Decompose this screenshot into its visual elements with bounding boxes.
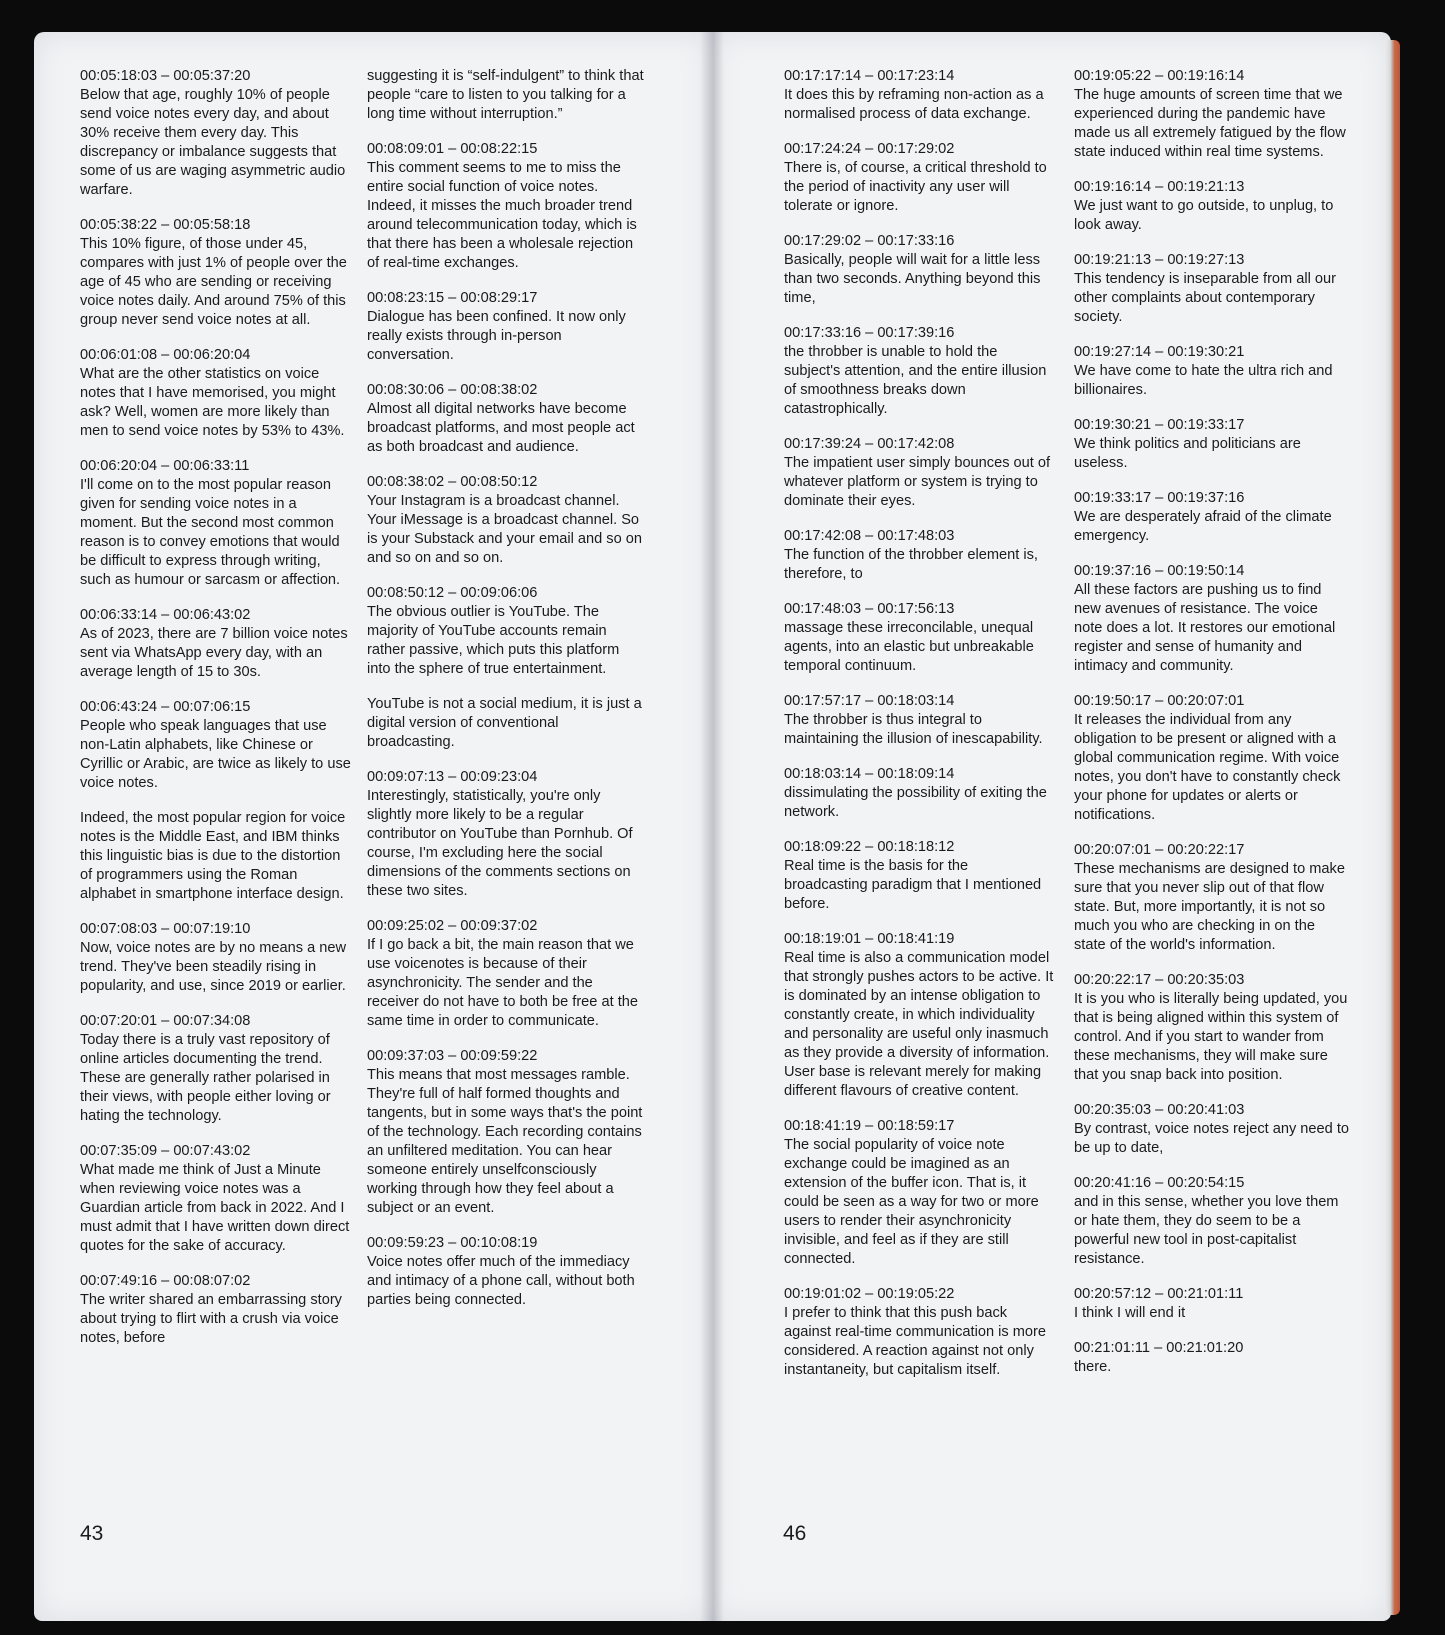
transcript-text: YouTube is not a social medium, it is just a digital version of conventional broadcasting. bbox=[367, 696, 642, 750]
timecode: 00:19:37:16 – 00:19:50:14 bbox=[1074, 563, 1245, 579]
transcript-text: People who speak languages that use non-Latin alphabets, like Chinese or Cyrillic or Arabic, are twice as likely to use voice notes. bbox=[80, 718, 351, 791]
transcript-entry bbox=[367, 381, 645, 457]
transcript-entry bbox=[784, 67, 1054, 124]
transcript-text: The throbber is thus integral to maintaining the illusion of inescapability. bbox=[784, 712, 1043, 747]
page-number-left: 43 bbox=[80, 1522, 104, 1545]
transcript-entry bbox=[784, 140, 1054, 216]
timecode: 00:20:35:03 – 00:20:41:03 bbox=[1074, 1102, 1245, 1118]
transcript-entry bbox=[1074, 971, 1350, 1085]
transcript-entry bbox=[1074, 251, 1350, 327]
transcript-entry bbox=[367, 473, 645, 568]
transcript-text: We have come to hate the ultra rich and billionaires. bbox=[1074, 363, 1333, 398]
transcript-text: I'll come on to the most popular reason given for sending voice notes in a moment. But the second most common reason is to convey emotions that would be difficult to express through writing, such as humour or sarcasm or affection. bbox=[80, 477, 341, 588]
transcript-text: suggesting it is “self-indulgent” to think that people “care to listen to you talking for a long time without interruption.” bbox=[367, 68, 644, 122]
timecode: 00:17:29:02 – 00:17:33:16 bbox=[784, 233, 955, 249]
transcript-text: The social popularity of voice note exchange could be imagined as an extension of the buffer icon. That is, it could be seen as a way for two or more users to render their asynchronicity invisible, and feel as if they are still connected. bbox=[784, 1137, 1039, 1267]
timecode: 00:18:41:19 – 00:18:59:17 bbox=[784, 1118, 955, 1134]
transcript-text: This means that most messages ramble. They're full of half formed thoughts and tangents, but in some ways that's the point of the technology. Each recording contains an unfiltered meditation. You can hear someone entirely unselfconsciously working through how they feel about a subject or an event. bbox=[367, 1067, 643, 1216]
transcript-entry bbox=[367, 67, 645, 124]
timecode: 00:18:03:14 – 00:18:09:14 bbox=[784, 766, 955, 782]
timecode: 00:09:59:23 – 00:10:08:19 bbox=[367, 1235, 538, 1251]
transcript-text: Today there is a truly vast repository of online articles documenting the trend. These are generally rather polarised in their views, with people either loving or hating the technology. bbox=[80, 1032, 331, 1124]
transcript-text: The writer shared an embarrassing story about trying to flirt with a crush via voice notes, before bbox=[80, 1292, 342, 1346]
timecode: 00:19:01:02 – 00:19:05:22 bbox=[784, 1286, 955, 1302]
transcript-entry bbox=[367, 695, 645, 752]
transcript-entry bbox=[80, 67, 352, 200]
transcript-text: Real time is also a communication model that strongly pushes actors to be active. It is dominated by an intense obligation to constantly create, in which individuality and personality are useful only inasmuch as they provide a diversity of information. User base is relevant merely for making different flavours of creative content. bbox=[784, 950, 1054, 1099]
timecode: 00:19:21:13 – 00:19:27:13 bbox=[1074, 252, 1245, 268]
timecode: 00:17:57:17 – 00:18:03:14 bbox=[784, 693, 955, 709]
transcript-text: Below that age, roughly 10% of people send voice notes every day, and about 30% receive them every day. This discrepancy or imbalance suggests that some of us are waging asymmetric audio warfare. bbox=[80, 87, 346, 198]
transcript-column-2 bbox=[367, 67, 645, 1326]
page-number-right: 46 bbox=[783, 1522, 807, 1545]
timecode: 00:08:30:06 – 00:08:38:02 bbox=[367, 382, 538, 398]
transcript-entry bbox=[784, 435, 1054, 511]
transcript-text: dissimulating the possibility of exiting the network. bbox=[784, 785, 1047, 820]
transcript-text: By contrast, voice notes reject any need to be up to date, bbox=[1074, 1121, 1350, 1156]
timecode: 00:09:25:02 – 00:09:37:02 bbox=[367, 918, 538, 934]
timecode: 00:20:22:17 – 00:20:35:03 bbox=[1074, 972, 1245, 988]
transcript-column-3 bbox=[784, 67, 1054, 1396]
transcript-text: It is you who is literally being updated, you that is being aligned within this system of control. And if you start to wander from these mechanisms, they will make sure that you snap back into position. bbox=[1074, 991, 1348, 1083]
timecode: 00:08:50:12 – 00:09:06:06 bbox=[367, 585, 538, 601]
timecode: 00:17:17:14 – 00:17:23:14 bbox=[784, 68, 955, 84]
transcript-entry bbox=[784, 324, 1054, 419]
transcript-text: The obvious outlier is YouTube. The majority of YouTube accounts remain rather passive, which puts this platform into the sphere of true entertainment. bbox=[367, 604, 620, 677]
transcript-entry bbox=[1074, 1339, 1350, 1377]
transcript-entry bbox=[1074, 67, 1350, 162]
transcript-entry bbox=[367, 917, 645, 1031]
transcript-entry bbox=[1074, 1285, 1350, 1323]
transcript-entry bbox=[784, 527, 1054, 584]
timecode: 00:09:37:03 – 00:09:59:22 bbox=[367, 1048, 538, 1064]
timecode: 00:07:35:09 – 00:07:43:02 bbox=[80, 1143, 251, 1159]
transcript-text: This 10% figure, of those under 45, compares with just 1% of people over the age of 45 who are sending or receiving voice notes daily. And around 75% of this group never send voice notes at all. bbox=[80, 236, 347, 328]
transcript-entry bbox=[80, 809, 352, 904]
timecode: 00:08:38:02 – 00:08:50:12 bbox=[367, 474, 538, 490]
transcript-entry bbox=[367, 289, 645, 365]
transcript-text: We just want to go outside, to unplug, to look away. bbox=[1074, 198, 1334, 233]
transcript-entry bbox=[1074, 416, 1350, 473]
timecode: 00:06:33:14 – 00:06:43:02 bbox=[80, 607, 251, 623]
timecode: 00:17:48:03 – 00:17:56:13 bbox=[784, 601, 955, 617]
timecode: 00:19:33:17 – 00:19:37:16 bbox=[1074, 490, 1245, 506]
transcript-text: It does this by reframing non-action as a normalised process of data exchange. bbox=[784, 87, 1044, 122]
timecode: 00:17:39:24 – 00:17:42:08 bbox=[784, 436, 955, 452]
transcript-entry bbox=[784, 930, 1054, 1101]
transcript-text: These mechanisms are designed to make sure that you never slip out of that flow state. But, more importantly, it is not so much you who are checking in on the state of the world's information. bbox=[1074, 861, 1345, 953]
transcript-text: What are the other statistics on voice notes that I have memorised, you might ask? Well, women are more likely than men to send voice notes by 53% to 43%. bbox=[80, 366, 345, 439]
transcript-entry bbox=[1074, 1101, 1350, 1158]
transcript-text: We are desperately afraid of the climate emergency. bbox=[1074, 509, 1332, 544]
transcript-entry bbox=[784, 1117, 1054, 1269]
transcript-text: Almost all digital networks have become broadcast platforms, and most people act as both broadcast and audience. bbox=[367, 401, 635, 455]
timecode: 00:19:50:17 – 00:20:07:01 bbox=[1074, 693, 1245, 709]
transcript-text: I think I will end it bbox=[1074, 1305, 1186, 1321]
timecode: 00:19:16:14 – 00:19:21:13 bbox=[1074, 179, 1245, 195]
transcript-text: This comment seems to me to miss the entire social function of voice notes. Indeed, it misses the much broader trend around telecommunication today, which is that there has been a wholesale rejection of real-time exchanges. bbox=[367, 160, 637, 271]
transcript-entry bbox=[367, 584, 645, 679]
timecode: 00:20:41:16 – 00:20:54:15 bbox=[1074, 1175, 1245, 1191]
transcript-text: The function of the throbber element is, therefore, to bbox=[784, 547, 1038, 582]
timecode: 00:17:42:08 – 00:17:48:03 bbox=[784, 528, 955, 544]
transcript-entry bbox=[1074, 178, 1350, 235]
timecode: 00:06:01:08 – 00:06:20:04 bbox=[80, 347, 251, 363]
transcript-text: massage these irreconcilable, unequal agents, into an elastic but unbreakable temporal continuum. bbox=[784, 620, 1034, 674]
timecode: 00:06:43:24 – 00:07:06:15 bbox=[80, 699, 251, 715]
timecode: 00:19:27:14 – 00:19:30:21 bbox=[1074, 344, 1245, 360]
timecode: 00:08:09:01 – 00:08:22:15 bbox=[367, 141, 538, 157]
timecode: 00:05:18:03 – 00:05:37:20 bbox=[80, 68, 251, 84]
timecode: 00:17:33:16 – 00:17:39:16 bbox=[784, 325, 955, 341]
page-edge-stack bbox=[1386, 40, 1400, 1615]
transcript-text: All these factors are pushing us to find new avenues of resistance. The voice note does a lot. It restores our emotional register and sense of humanity and intimacy and community. bbox=[1074, 582, 1336, 674]
transcript-text: Interestingly, statistically, you're only slightly more likely to be a regular contributor on YouTube than Pornhub. Of course, I'm excluding here the social dimensions of the comments sections on these two sites. bbox=[367, 788, 633, 899]
transcript-entry bbox=[80, 1272, 352, 1348]
transcript-text: What made me think of Just a Minute when reviewing voice notes was a Guardian article from back in 2022. And I must admit that I have written down direct quotes for the sake of accuracy. bbox=[80, 1162, 350, 1254]
transcript-text: Voice notes offer much of the immediacy and intimacy of a phone call, without both parties being connected. bbox=[367, 1254, 635, 1308]
transcript-text: The impatient user simply bounces out of whatever platform or system is trying to dominate their eyes. bbox=[784, 455, 1051, 509]
transcript-entry bbox=[80, 457, 352, 590]
transcript-text: As of 2023, there are 7 billion voice notes sent via WhatsApp every day, with an average length of 15 to 30s. bbox=[80, 626, 348, 680]
transcript-column-4 bbox=[1074, 67, 1350, 1393]
transcript-entry bbox=[1074, 562, 1350, 676]
timecode: 00:18:09:22 – 00:18:18:12 bbox=[784, 839, 955, 855]
transcript-entry bbox=[784, 232, 1054, 308]
timecode: 00:08:23:15 – 00:08:29:17 bbox=[367, 290, 538, 306]
transcript-text: Now, voice notes are by no means a new trend. They've been steadily rising in popularity, and use, since 2019 or earlier. bbox=[80, 940, 347, 994]
timecode: 00:07:08:03 – 00:07:19:10 bbox=[80, 921, 251, 937]
transcript-entry bbox=[80, 920, 352, 996]
transcript-text: I prefer to think that this push back against real-time communication is more considered. A reaction against not only instantaneity, but capitalism itself. bbox=[784, 1305, 1046, 1378]
transcript-text: This tendency is inseparable from all our other complaints about contemporary society. bbox=[1074, 271, 1337, 325]
timecode: 00:20:07:01 – 00:20:22:17 bbox=[1074, 842, 1245, 858]
transcript-entry bbox=[80, 606, 352, 682]
transcript-text: there. bbox=[1074, 1359, 1112, 1375]
transcript-entry bbox=[1074, 489, 1350, 546]
transcript-entry bbox=[367, 1234, 645, 1310]
transcript-entry bbox=[1074, 692, 1350, 825]
transcript-text: It releases the individual from any obligation to be present or aligned with a global communication regime. With voice notes, you don't have to constantly check your phone for updates or alerts or notifications. bbox=[1074, 712, 1341, 823]
transcript-entry bbox=[1074, 343, 1350, 400]
timecode: 00:18:19:01 – 00:18:41:19 bbox=[784, 931, 955, 947]
transcript-text: The huge amounts of screen time that we experienced during the pandemic have made us all extremely fatigued by the flow state induced within real time systems. bbox=[1074, 87, 1346, 160]
transcript-entry bbox=[80, 346, 352, 441]
transcript-entry bbox=[367, 140, 645, 273]
transcript-text: Your Instagram is a broadcast channel. Your iMessage is a broadcast channel. So is your Substack and your email and so on and so on and so on. bbox=[367, 493, 643, 566]
transcript-entry bbox=[1074, 1174, 1350, 1269]
timecode: 00:06:20:04 – 00:06:33:11 bbox=[80, 458, 250, 474]
transcript-entry bbox=[367, 1047, 645, 1218]
transcript-text: Real time is the basis for the broadcasting paradigm that I mentioned before. bbox=[784, 858, 1042, 912]
transcript-entry bbox=[367, 768, 645, 901]
timecode: 00:07:20:01 – 00:07:34:08 bbox=[80, 1013, 251, 1029]
transcript-entry bbox=[80, 1012, 352, 1126]
transcript-text: Dialogue has been confined. It now only really exists through in-person conversation. bbox=[367, 309, 626, 363]
timecode: 00:21:01:11 – 00:21:01:20 bbox=[1074, 1340, 1244, 1356]
transcript-entry bbox=[80, 216, 352, 330]
transcript-column-1 bbox=[80, 67, 352, 1364]
transcript-entry bbox=[784, 692, 1054, 749]
transcript-text: If I go back a bit, the main reason that we use voicenotes is because of their asynchronicity. The sender and the receiver do not have to both be free at the same time in order to communicate. bbox=[367, 937, 638, 1029]
timecode: 00:20:57:12 – 00:21:01:11 bbox=[1074, 1286, 1244, 1302]
transcript-text: There is, of course, a critical threshold to the period of inactivity any user will tolerate or ignore. bbox=[784, 160, 1047, 214]
transcript-text: the throbber is unable to hold the subject's attention, and the entire illusion of smoothness breaks down catastrophically. bbox=[784, 344, 1047, 417]
transcript-entry bbox=[784, 600, 1054, 676]
timecode: 00:19:30:21 – 00:19:33:17 bbox=[1074, 417, 1245, 433]
transcript-text: We think politics and politicians are useless. bbox=[1074, 436, 1301, 471]
timecode: 00:05:38:22 – 00:05:58:18 bbox=[80, 217, 251, 233]
transcript-entry bbox=[784, 765, 1054, 822]
transcript-text: Basically, people will wait for a little less than two seconds. Anything beyond this time, bbox=[784, 252, 1041, 306]
transcript-text: Indeed, the most popular region for voice notes is the Middle East, and IBM thinks this linguistic bias is due to the distortion of programmers using the Roman alphabet in smartphone interface design. bbox=[80, 810, 346, 902]
timecode: 00:17:24:24 – 00:17:29:02 bbox=[784, 141, 955, 157]
transcript-text: and in this sense, whether you love them or hate them, they do seem to be a powerful new tool in post-capitalist resistance. bbox=[1074, 1194, 1339, 1267]
transcript-entry bbox=[784, 1285, 1054, 1380]
timecode: 00:07:49:16 – 00:08:07:02 bbox=[80, 1273, 251, 1289]
transcript-entry bbox=[784, 838, 1054, 914]
timecode: 00:19:05:22 – 00:19:16:14 bbox=[1074, 68, 1245, 84]
transcript-entry bbox=[1074, 841, 1350, 955]
timecode: 00:09:07:13 – 00:09:23:04 bbox=[367, 769, 538, 785]
transcript-entry bbox=[80, 698, 352, 793]
transcript-entry bbox=[80, 1142, 352, 1256]
